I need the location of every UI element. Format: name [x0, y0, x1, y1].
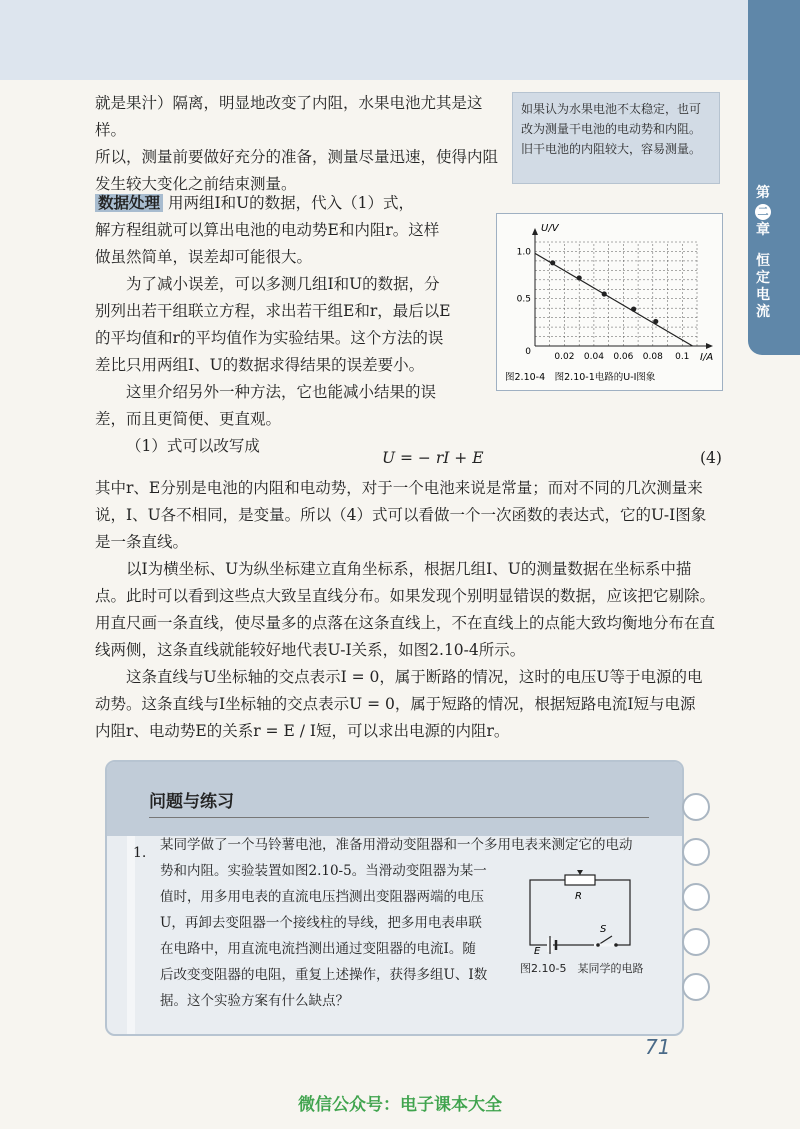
ui-chart: [497, 214, 722, 390]
data-processing-tag: 数据处理: [95, 194, 163, 212]
label-r: R: [575, 891, 582, 902]
fit-line: [535, 253, 693, 346]
y-tick-label: 1.0: [516, 247, 531, 258]
y-axis-label: U/V: [541, 223, 559, 234]
binder-ring: [682, 838, 710, 866]
slider-arrow: [577, 870, 583, 875]
circuit-caption: 图2.10-5 某同学的电路: [520, 962, 644, 975]
binder-ring: [682, 883, 710, 911]
x-axis-arrow: [706, 343, 713, 349]
binder-ring: [682, 928, 710, 956]
exercise-title: 问题与练习: [149, 792, 234, 812]
x-tick-label: 0.06: [613, 352, 634, 362]
chart-grid: [535, 242, 697, 346]
label-e: E: [534, 946, 541, 955]
panel-strip: [127, 836, 135, 1034]
y-axis-arrow: [532, 228, 538, 235]
chart-title: 图2.10-4 图2.10-1电路的U-I图象: [505, 372, 656, 383]
x-tick-label: 0.02: [554, 352, 575, 362]
ui-chart-figure: [496, 213, 723, 391]
x-axis-label: I/A: [700, 352, 714, 363]
label-s: S: [600, 924, 607, 935]
chapter-label: 第 二 章 恒定电流: [756, 185, 770, 320]
y-tick-label: 0.5: [516, 294, 531, 305]
chapter-title: 恒定电流: [756, 253, 770, 320]
equation: U = − rI + E: [382, 449, 484, 467]
intro-paragraph: 就是果汁）隔离，明显地改变了内阻，水果电池尤其是这样。 所以，测量前要做好充分的准备，测量尽量迅速，使得内阻 发生较大变化之前结束测量。: [95, 94, 499, 193]
binder-ring: [682, 973, 710, 1001]
circuit-diagram: [520, 870, 640, 955]
question-number: 1.: [133, 845, 147, 861]
body-text: 其中r、E分别是电池的内阻和电动势，对于一个电池来说是常量；而对不同的几次测量来 说，I、U各不相同，是变量。所以（4）式可以看做一个一次函数的表达式，它的U-I图象 是一条直线。 以I为横坐标、U为纵坐标建立直角坐标系，根据几组I、U的测量数据在坐标系中描 点。此时可以看到这些点大致呈直线分布。如果发现个别明显错误的数据，应该把它剔除。 用直尺画一条直线，使尽量多的点落在这条直线上，不在直线上的点能大致均衡地分布在直 线两侧，这条直线就能较好地代表U-I关系，如图2.10-4所示。 这条直线与U坐标轴的交点表示I = 0，属于断路的情况，这时的电压U等于电源的电 动势。这条直线与I坐标轴的交点表示U = 0，属于短路的情况，根据短路电流I短与电源 内阻r、电动势E的关系r = E / I短，可以求出电源的内阻r。: [95, 479, 716, 740]
equation-number: (4): [700, 449, 722, 467]
question-body: 势和内阻。实验装置如图2.10-5。当滑动变阻器为某一 值时，用多用电表的直流电压挡测出变阻器两端的电压 U，再卸去变阻器一个接线柱的导线，把多用电表串联 在电路中，用直流电流挡测出通过变阻器的电流I。随 后改变变阻器的电阻，重复上述操作，获得多组U、I数 据。这个实验方案有什么缺点？: [160, 863, 488, 1009]
question-line-1: 某同学做了一个马铃薯电池，准备用滑动变阻器和一个多用电表来测定它的电动: [160, 837, 633, 853]
x-tick-label: 0.08: [642, 352, 663, 362]
binder-ring: [682, 793, 710, 821]
data-point: [602, 291, 607, 296]
data-point: [550, 260, 555, 265]
exercise-header: [107, 762, 682, 836]
rheostat: [565, 875, 595, 885]
page-number: 71: [645, 1035, 671, 1059]
y-tick-label: 0: [525, 347, 531, 357]
x-tick-label: 0.1: [675, 352, 690, 362]
data-point: [653, 319, 658, 324]
data-processing-paragraph: 数据处理 用两组I和U的数据，代入（1）式， 解方程组就可以算出电池的电动势E和内阻r。这样 做虽然简单，误差却可能很大。 为了减小误差，可以多测几组I和U的数据，分 别列出若干组联立方程，求出若干组E和r，最后以E 的平均值和r的平均值作为实验结果。这个方法的误 差比只用两组I、U的数据求得结果的误差要小。 这里介绍另外一种方法，它也能减小结果的误 差，而且更简便、更直观。 （1）式可以改写成: [95, 194, 451, 455]
data-point: [631, 307, 636, 312]
side-note: 如果认为水果电池不太稳定，也可改为测量干电池的电动势和内阻。旧干电池的内阻较大，容易测量。: [512, 92, 720, 184]
data-point: [577, 275, 582, 280]
header-rule: [149, 817, 649, 818]
top-band: [0, 0, 800, 80]
x-tick-label: 0.04: [583, 352, 604, 362]
footer-watermark: 微信公众号：电子课本大全: [298, 1095, 502, 1115]
